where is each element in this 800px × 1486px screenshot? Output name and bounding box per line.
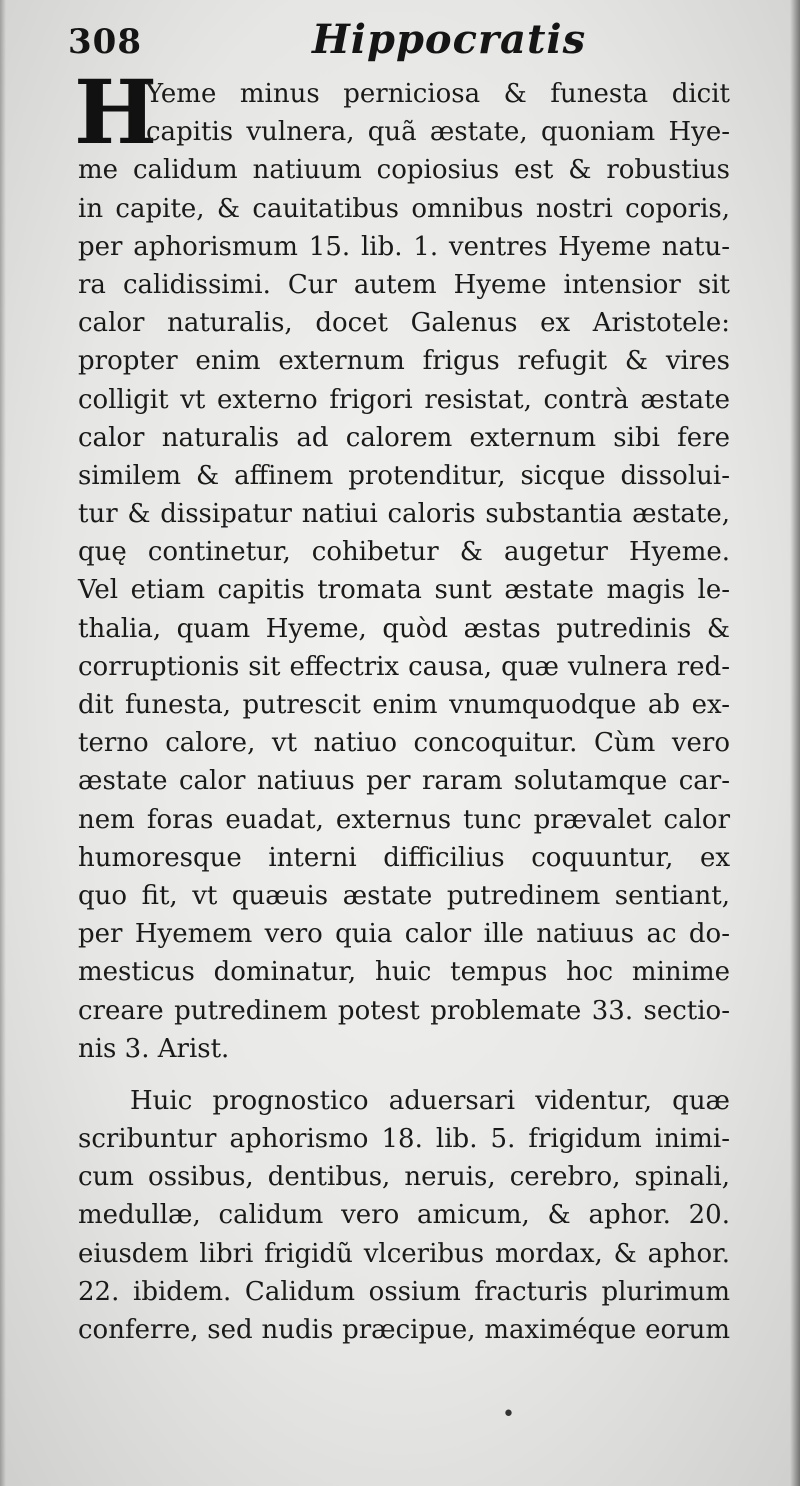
- text-line: tur & dissipatur natiui caloris substantia æstate,: [78, 499, 730, 530]
- page-header: [68, 14, 728, 74]
- text-line: nem foras euadat, externus tunc prævalet calor: [78, 804, 730, 835]
- text-line: Yeme minus perniciosa & funesta dicit: [146, 79, 730, 109]
- text-line: quo fit, vt quæuis æstate putredinem sentiant,: [78, 880, 730, 911]
- text-line: conferre, sed nudis præcipue, maximéque eorum: [78, 1315, 730, 1345]
- text-line: 22. ibidem. Calidum ossium fracturis plurimum: [78, 1276, 730, 1307]
- text-line: Huic prognostico aduersari videntur, quæ: [130, 1085, 730, 1116]
- page-edge-shadow-right: [790, 0, 800, 1486]
- text-line: calor naturalis, docet Galenus ex Aristotele:: [78, 308, 730, 339]
- text-line: medullæ, calidum vero amicum, & aphor. 20.: [78, 1200, 730, 1231]
- text-line: quę continetur, cohibetur & augetur Hyeme.: [78, 537, 730, 568]
- paragraph-gap: [78, 1068, 730, 1082]
- text-line: thalia, quam Hyeme, quòd æstas putredinis &: [78, 613, 730, 644]
- text-line: humoresque interni difficilius coquuntur, ex: [78, 842, 730, 873]
- running-head: Hippocratis: [312, 16, 587, 63]
- drop-cap-initial: H: [74, 60, 158, 164]
- text-line: per Hyemem vero quia calor ille natiuus ac do-: [78, 919, 730, 950]
- text-line: propter enim externum frigus refugit & vires: [78, 346, 730, 377]
- text-line: nis 3. Arist.: [78, 1033, 230, 1064]
- page-mark-dot: •: [502, 1402, 515, 1427]
- text-line: capitis vulnera, quã æstate, quoniam Hye-: [146, 117, 730, 148]
- text-line: per aphorismum 15. lib. 1. ventres Hyeme natu-: [78, 231, 730, 262]
- text-line: creare putredinem potest problemate 33. sectio-: [78, 995, 730, 1026]
- text-line: eiusdem libri frigidũ vlceribus mordax, & aphor.: [78, 1238, 730, 1269]
- text-line: terno calore, vt natiuo concoquitur. Cùm vero: [78, 728, 730, 759]
- text-line: mesticus dominatur, huic tempus hoc minime: [78, 957, 730, 988]
- text-line: dit funesta, putrescit enim vnumquodque ab ex-: [78, 690, 730, 720]
- text-line: similem & affinem protenditur, sicque dissolui-: [78, 460, 730, 491]
- text-line: in capite, & cauitatibus omnibus nostri coporis,: [78, 193, 730, 224]
- page-number: 308: [68, 22, 142, 62]
- text-line: corruptionis sit effectrix causa, quæ vulnera red-: [78, 651, 730, 682]
- body-text: [78, 75, 730, 1349]
- text-line: ra calidissimi. Cur autem Hyeme intensior sit: [78, 269, 730, 300]
- text-line: cum ossibus, dentibus, neruis, cerebro, spinali,: [78, 1162, 730, 1193]
- text-line: Vel etiam capitis tromata sunt æstate magis le-: [78, 575, 730, 606]
- text-line: me calidum natiuum copiosius est & robustius: [78, 155, 730, 186]
- text-line: scribuntur aphorismo 18. lib. 5. frigidum inimi-: [78, 1124, 730, 1155]
- text-line: æstate calor natiuus per raram solutamque car-: [78, 766, 730, 797]
- text-line: colligit vt externo frigori resistat, contrà æstate: [78, 384, 730, 415]
- text-line: calor naturalis ad calorem externum sibi fere: [78, 422, 730, 453]
- page-edge-shadow-left: [0, 0, 6, 1486]
